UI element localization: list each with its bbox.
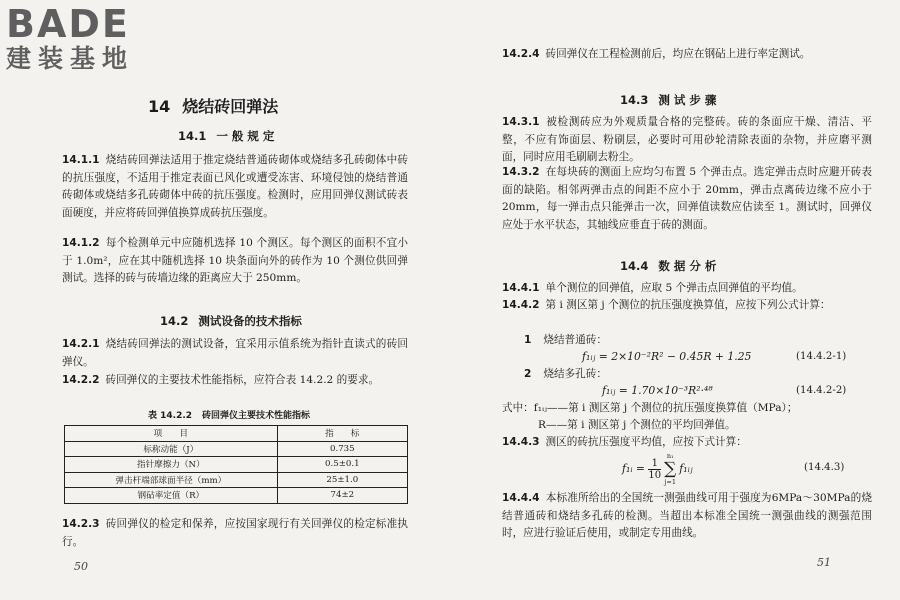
list-item-fired-perforated-brick	[524, 366, 607, 383]
table-cell: 0.5±0.1	[277, 457, 407, 473]
clause-text: 本标准所给出的全国统一测强曲线可用于强度为6MPa～30MPa的烧结普通砖和烧结多孔砖的检测。当超出本标准全国统一测强曲线的测强范围时，应进行验证后使用，或制定专用曲线。	[502, 492, 872, 540]
logo-sub: 建装基地	[6, 44, 135, 73]
formula-number: (14.4.2-2)	[796, 385, 847, 396]
page-number-left: 50	[74, 560, 88, 573]
chapter-number: 14	[148, 97, 171, 116]
clause-text: 单个测位的回弹值，应取 5 个弹击点回弹值的平均值。	[545, 282, 803, 294]
clause-text: 第 i 测区第 j 个测位的抗压强度换算值，应按下列公式计算：	[545, 299, 831, 311]
section-heading-14-4	[620, 258, 726, 274]
clause-14-4-3	[502, 434, 872, 452]
section-number: 14.1	[178, 129, 207, 143]
chapter-title-text: 烧结砖回弹法	[182, 97, 279, 116]
fraction-numerator: 1	[648, 458, 661, 470]
table-cell: 74±2	[277, 488, 407, 504]
clause-14-3-2	[502, 164, 872, 234]
table-header: 项 目	[65, 426, 278, 442]
clause-14-2-2	[62, 372, 408, 390]
sum-lower-limit: j=1	[664, 478, 677, 486]
where-clause-2: R——第 i 测区第 j 个测位的平均回弹值。	[538, 419, 736, 431]
clause-14-4-1	[502, 280, 872, 298]
section-heading-14-3	[620, 92, 726, 108]
clause-number: 14.2.1	[62, 338, 100, 350]
section-number: 14.2	[160, 314, 189, 328]
formula-number: (14.4.3)	[804, 462, 845, 473]
table-row	[65, 457, 408, 473]
clause-14-2-1	[62, 336, 408, 371]
clause-text: 测区的砖抗压强度平均值，应按下式计算：	[545, 436, 747, 448]
right-page	[452, 0, 900, 600]
clause-14-2-3	[62, 516, 408, 551]
clause-number: 14.4.3	[502, 436, 540, 448]
table-caption	[148, 408, 320, 421]
table-row	[65, 472, 408, 488]
formula-14-4-2-1: f₁ᵢⱼ = 2×10⁻²R² − 0.45R + 1.25	[582, 350, 752, 363]
clause-number: 14.4.1	[502, 282, 540, 294]
table-header-row	[65, 426, 408, 442]
list-item-label: 烧结多孔砖：	[543, 368, 607, 380]
clause-14-4-4	[502, 490, 872, 543]
table-cell: 弹击杆端部球面半径（mm）	[65, 472, 278, 488]
section-number: 14.4	[620, 259, 649, 273]
clause-14-3-1	[502, 114, 872, 167]
sum-upper-limit: n₁	[666, 452, 674, 460]
clause-14-1-2	[62, 235, 408, 288]
list-item-fired-common-brick	[524, 332, 607, 349]
sigma-icon: ∑	[664, 459, 677, 479]
clause-number: 14.3.2	[502, 166, 540, 178]
clause-text: 砖回弹仪的主要技术性能指标，应符合表 14.2.2 的要求。	[105, 374, 380, 386]
page-number-right: 51	[817, 556, 831, 569]
table-cell: 0.735	[277, 441, 407, 457]
table-row	[65, 488, 408, 504]
clause-number: 14.1.2	[62, 237, 100, 249]
fraction	[648, 458, 661, 481]
list-item-number: 1	[524, 334, 532, 346]
fraction-denominator: 10	[648, 469, 662, 481]
logo-main: BADE	[6, 2, 130, 46]
formula-14-4-3	[622, 452, 693, 486]
clause-text: 砖回弹仪在工程检测前后，均应在钢砧上进行率定测试。	[545, 48, 811, 60]
clause-text: 被检测砖应为外观质量合格的完整砖。砖的条面应干燥、清洁、平整，不应有饰面层、粉刷层，必要时可用砂轮清除表面的杂物，并应磨平测面，同时应用毛刷刷去粉尘。	[502, 116, 872, 164]
clause-text: 每个检测单元中应随机选择 10 个测区。每个测区的面积不宜小于 1.0m²，应在其中随机选择 10 块条面向外的砖作为 10 个测位供回弹测试。选择的砖与砖墙边缘的距离应大于 250mm。	[62, 237, 408, 285]
chapter-title	[148, 94, 290, 117]
formula-rhs: f₁ᵢⱼ	[679, 462, 693, 475]
clause-14-4-2	[502, 297, 872, 315]
table-header: 指 标	[277, 426, 407, 442]
section-title: 数 据 分 析	[658, 259, 717, 273]
formula-lhs: f₁ᵢ =	[622, 462, 645, 475]
summation	[664, 452, 676, 486]
clause-text: 烧结砖回弹法适用于推定烧结普通砖砌体或烧结多孔砖砌体中砖的抗压强度，不适用于推定表面已风化或遭受冻害、环境侵蚀的烧结普通砖砌体或烧结多孔砖砌体中砖的抗压强度。检测时，应用回弹仪测试砖表面硬度，并应将砖回弹值换算成砖抗压强度。	[62, 154, 408, 219]
section-heading-14-2	[160, 313, 312, 329]
clause-number: 14.1.1	[62, 154, 100, 166]
section-heading-14-1	[178, 128, 284, 144]
clause-number: 14.2.2	[62, 374, 100, 386]
clause-number: 14.4.4	[502, 492, 540, 504]
clause-14-2-4	[502, 46, 872, 64]
section-title: 测 试 步 骤	[658, 93, 717, 107]
table-cell: 钢砧率定值（R）	[65, 488, 278, 504]
where-clause-1: 式中：f₁ᵢⱼ——第 i 测区第 j 个测位的抗压强度换算值（MPa）；	[502, 402, 798, 414]
clause-text: 在每块砖的测面上应均匀布置 5 个弹击点。选定弹击点时应避开砖表面的缺陷。相邻两弹击点的间距不应小于 20mm，弹击点离砖边缘不应小于 20mm，每一弹击点只能弹击一次，回弹值读数应估读至 1。测试时，回弹仪应处于水平状态，其轴线应垂直于砖的测面。	[502, 166, 872, 231]
formula-14-4-2-2: f₁ᵢⱼ = 1.70×10⁻³R²·⁴⁸	[602, 384, 713, 397]
clause-number: 14.4.2	[502, 299, 540, 311]
spec-table	[64, 425, 408, 504]
clause-number: 14.2.3	[62, 518, 100, 530]
table-cell: 指针摩擦力（N）	[65, 457, 278, 473]
table-cell: 标称动能（J）	[65, 441, 278, 457]
table-caption-text: 砖回弹仪主要技术性能指标	[202, 411, 311, 421]
section-title: 一 般 规 定	[216, 129, 275, 143]
list-item-label: 烧结普通砖：	[543, 334, 607, 346]
clause-number: 14.3.1	[502, 116, 540, 128]
table-row	[65, 441, 408, 457]
clause-14-1-1	[62, 152, 408, 222]
section-number: 14.3	[620, 93, 649, 107]
clause-number: 14.2.4	[502, 48, 540, 60]
clause-text: 砖回弹仪的检定和保养，应按国家现行有关回弹仪的检定标准执行。	[62, 518, 408, 548]
clause-text: 烧结砖回弹法的测试设备，宜采用示值系统为指针直读式的砖回弹仪。	[62, 338, 408, 368]
formula-number: (14.4.2-1)	[796, 351, 847, 362]
list-item-number: 2	[524, 368, 532, 380]
table-caption-number: 表 14.2.2	[148, 411, 193, 421]
table-cell: 25±1.0	[277, 472, 407, 488]
section-title: 测试设备的技术指标	[198, 314, 302, 328]
